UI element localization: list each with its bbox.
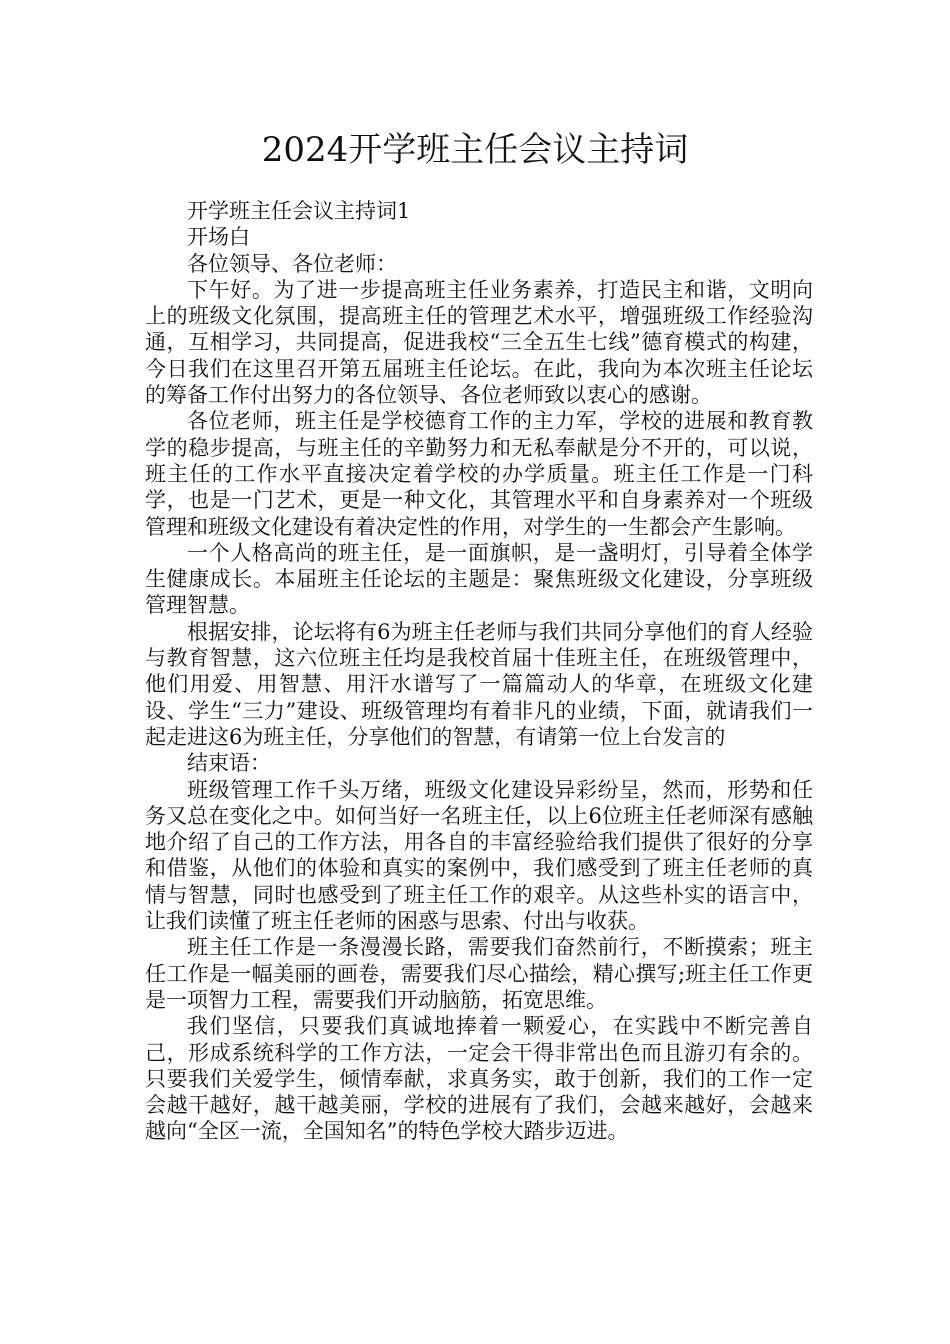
paragraph: 一个人格高尚的班主任，是一面旗帜，是一盏明灯，引导着全体学生健康成长。本届班主任论坛的主题是：聚焦班级文化建设，分享班级管理智慧。 — [145, 540, 813, 618]
section-heading-closing: 结束语： — [187, 751, 271, 776]
document-body — [145, 198, 813, 1145]
section-heading-opening: 开场白 — [187, 225, 250, 250]
paragraph: 班级管理工作千头万绪，班级文化建设异彩纷呈，然而，形势和任务又总在变化之中。如何当好一名班主任，以上6位班主任老师深有感触地介绍了自己的工作方法，用各自的丰富经验给我们提供了很好的分享和借鉴，从他们的体验和真实的案例中，我们感受到了班主任老师的真情与智慧，同时也感受到了班主任工作的艰辛。从这些朴实的语言中，让我们读懂了班主任老师的困惑与思索、付出与收获。 — [145, 777, 813, 934]
document-subtitle: 开学班主任会议主持词1 — [187, 199, 411, 223]
paragraph: 班主任工作是一条漫漫长路，需要我们奋然前行，不断摸索；班主任工作是一幅美丽的画卷，需要我们尽心描绘，精心撰写;班主任工作更是一项智力工程，需要我们开动脑筋，拓宽思维。 — [145, 935, 813, 1012]
salutation: 各位领导、各位老师： — [187, 251, 397, 276]
paragraph: 各位老师，班主任是学校德育工作的主力军，学校的进展和教育教学的稳步提高，与班主任的辛勤努力和无私奉献是分不开的，可以说，班主任的工作水平直接决定着学校的办学质量。班主任工作是一门科学，也是一门艺术，更是一种文化，其管理水平和自身素养对一个班级管理和班级文化建设有着决定性的作用，对学生的一生都会产生影响。 — [145, 409, 813, 539]
document-title: 2024开学班主任会议主持词 — [261, 130, 689, 170]
paragraph: 我们坚信，只要我们真诚地捧着一颗爱心，在实践中不断完善自己，形成系统科学的工作方法，一定会干得非常出色而且游刃有余的。只要我们关爱学生，倾情奉献，求真务实，敢于创新，我们的工作一定会越干越好，越干越美丽，学校的进展有了我们，会越来越好，会越来越向“全区一流，全国知名”的特色学校大踏步迈进。 — [145, 1014, 813, 1144]
paragraph: 根据安排，论坛将有6为班主任老师与我们共同分享他们的育人经验与教育智慧，这六位班主任均是我校首届十佳班主任，在班级管理中，他们用爱、用智慧、用汗水谱写了一篇篇动人的华章，在班级文化建设、学生“三力”建设、班级管理均有着非凡的业绩，下面，就请我们一起走进这6为班主任，分享他们的智慧，有请第一位上台发言的 — [145, 619, 813, 749]
paragraph: 下午好。为了进一步提高班主任业务素养，打造民主和谐，文明向上的班级文化氛围，提高班主任的管理艺术水平，增强班级工作经验沟通，互相学习，共同提高，促进我校“三全五生七线”德育模式的构建，今日我们在这里召开第五届班主任论坛。在此，我向为本次班主任论坛的筹备工作付出努力的各位领导、各位老师致以衷心的感谢。 — [145, 277, 813, 408]
